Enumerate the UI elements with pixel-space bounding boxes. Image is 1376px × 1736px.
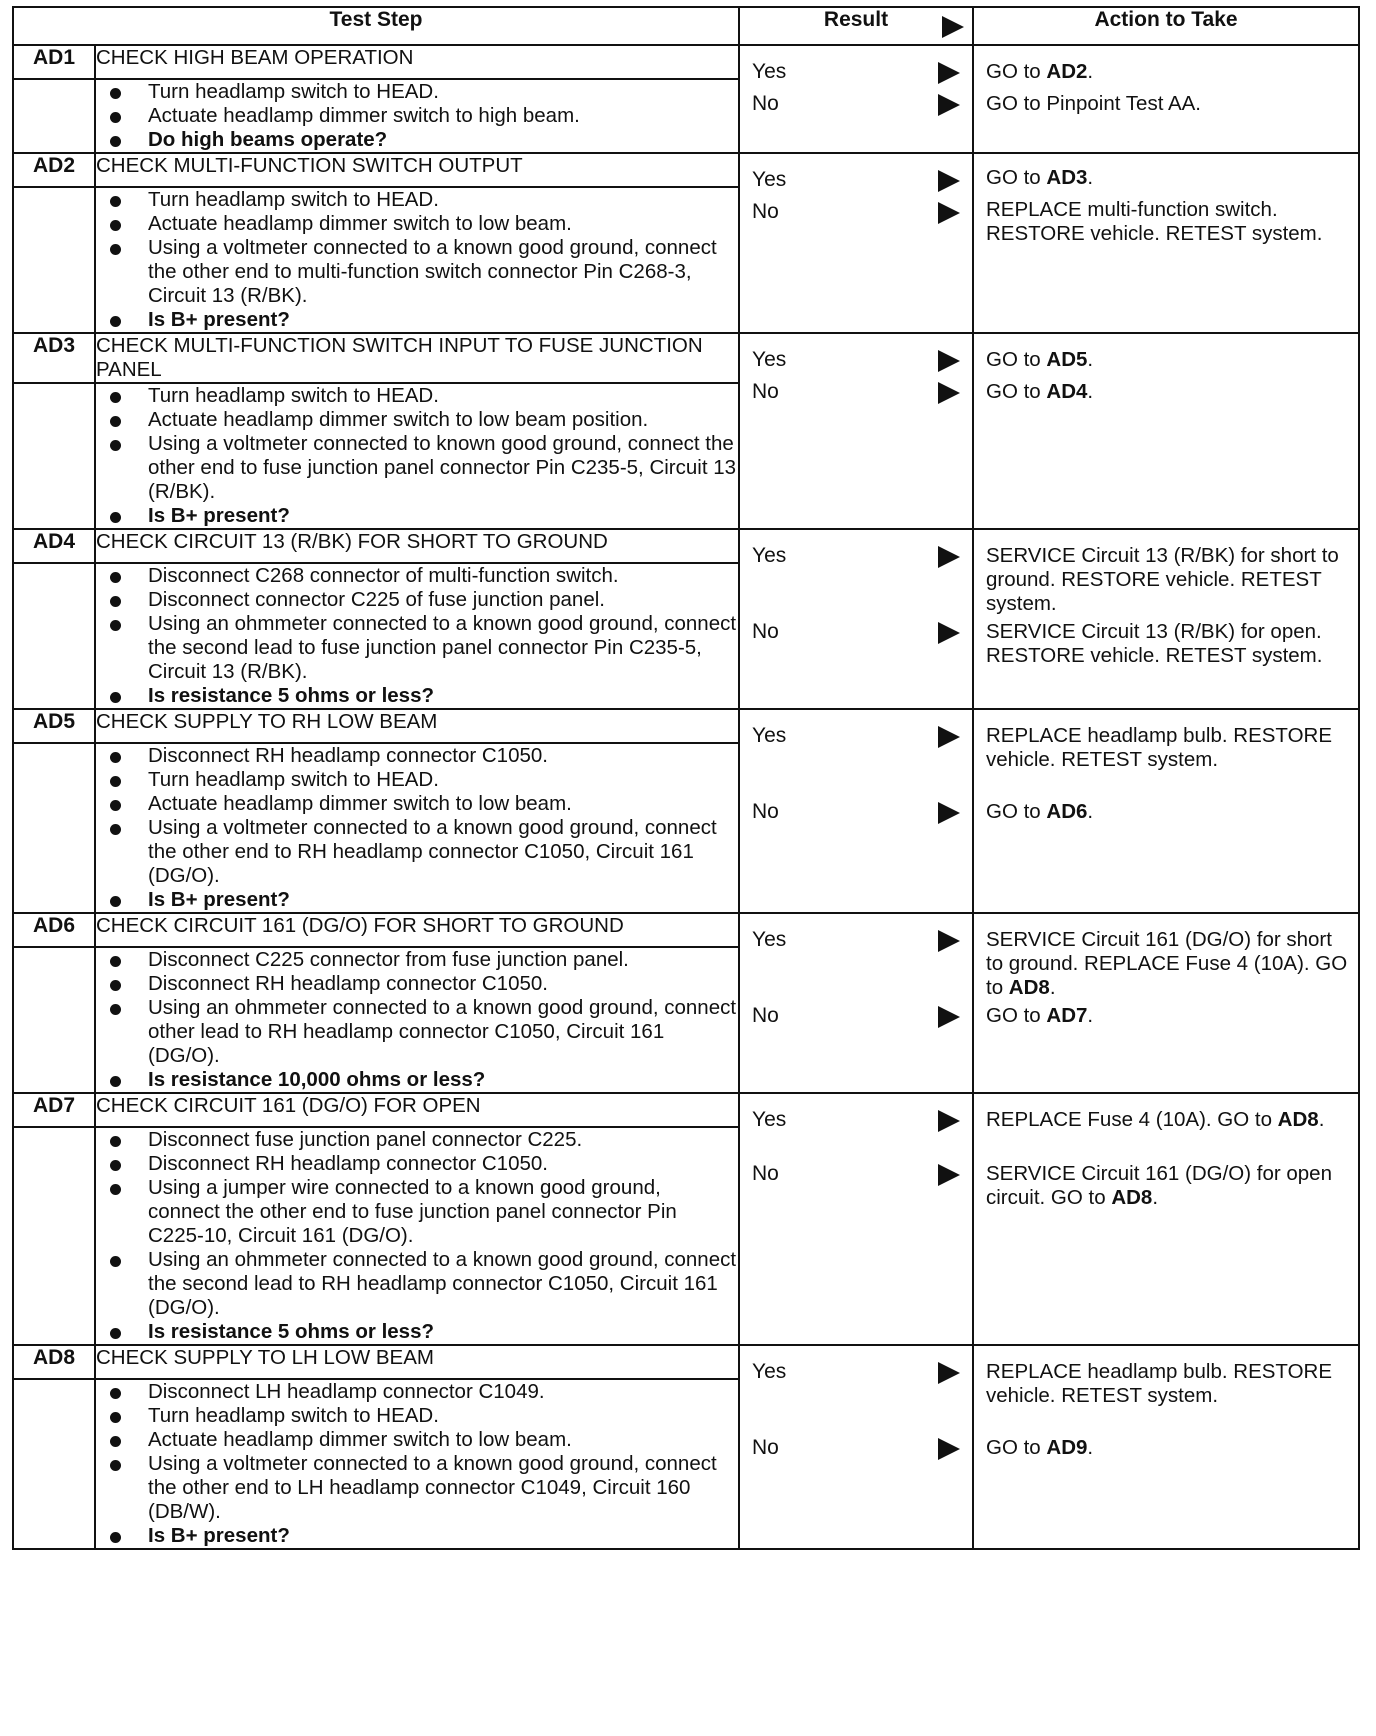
action-text: SERVICE Circuit 161 (DG/O) for short to ground. REPLACE Fuse 4 (10A). GO to	[986, 928, 1348, 999]
instruction-list	[96, 80, 738, 152]
diagnostic-sheet	[12, 6, 1358, 1550]
action-tail: .	[1087, 380, 1094, 403]
question-item: Is resistance 10,000 ohms or less?	[96, 1068, 738, 1092]
step-reference: AD9	[1046, 1436, 1088, 1459]
header-test-step: Test Step	[13, 7, 739, 45]
step-id: AD8	[13, 1345, 95, 1379]
action-no	[986, 1004, 1350, 1028]
arrow-right-icon	[938, 62, 960, 84]
step-title: CHECK CIRCUIT 161 (DG/O) FOR OPEN	[95, 1093, 739, 1127]
step-title: CHECK SUPPLY TO RH LOW BEAM	[95, 709, 739, 743]
result-yes	[752, 928, 786, 952]
action-text: REPLACE Fuse 4 (10A). GO to	[986, 1108, 1278, 1131]
action-no	[986, 1162, 1350, 1210]
action-cell	[973, 333, 1359, 529]
result-no	[752, 800, 779, 824]
action-cell	[973, 913, 1359, 1093]
result-yes	[752, 1108, 786, 1132]
arrow-right-icon	[938, 1110, 960, 1132]
instruction-item: Turn headlamp switch to HEAD.	[96, 80, 738, 104]
action-text: GO to	[986, 166, 1047, 189]
action-yes	[986, 1360, 1350, 1408]
step-reference: AD7	[1046, 1004, 1088, 1027]
instruction-item: Using an ohmmeter connected to a known good ground, connect other lead to RH headlamp connector C1050, Circuit 161 (DG/O).	[96, 996, 738, 1068]
result-label: Yes	[752, 348, 787, 371]
instruction-list	[96, 1380, 738, 1548]
instructions-cell	[95, 563, 739, 709]
instruction-item: Disconnect RH headlamp connector C1050.	[96, 744, 738, 768]
instruction-item: Turn headlamp switch to HEAD.	[96, 384, 738, 408]
step-reference: AD3	[1046, 166, 1088, 189]
instruction-item: Disconnect fuse junction panel connector C225.	[96, 1128, 738, 1152]
instruction-list	[96, 384, 738, 528]
result-label: Yes	[752, 724, 787, 747]
step-id: AD3	[13, 333, 95, 383]
step-title-row	[13, 45, 1359, 79]
action-yes	[986, 166, 1350, 190]
step-id: AD7	[13, 1093, 95, 1127]
action-yes	[986, 544, 1350, 616]
action-cell	[973, 1345, 1359, 1549]
step-title-row	[13, 1345, 1359, 1379]
action-tail: .	[1152, 1186, 1159, 1209]
instruction-list	[96, 564, 738, 708]
instruction-item: Using a voltmeter connected to known good ground, connect the other end to fuse junction panel connector Pin C235-5, Circuit 13 (R/BK).	[96, 432, 738, 504]
result-yes	[752, 168, 786, 192]
result-label: No	[752, 620, 779, 643]
action-no	[986, 92, 1350, 116]
header-action: Action to Take	[973, 7, 1359, 45]
action-text: GO to	[986, 348, 1047, 371]
step-title-row	[13, 709, 1359, 743]
instructions-cell	[95, 383, 739, 529]
arrow-right-icon	[938, 1438, 960, 1460]
action-tail: .	[1087, 60, 1094, 83]
step-id-spacer	[13, 563, 95, 709]
action-yes	[986, 928, 1350, 1000]
result-label: No	[752, 1436, 779, 1459]
step-reference: AD8	[1008, 976, 1050, 999]
step-title-row	[13, 153, 1359, 187]
instruction-item: Using a voltmeter connected to a known good ground, connect the other end to RH headlamp connector C1050, Circuit 161 (DG/O).	[96, 816, 738, 888]
action-text: GO to	[986, 800, 1047, 823]
action-text: SERVICE Circuit 13 (R/BK) for short to ground. RESTORE vehicle. RETEST system.	[986, 544, 1339, 615]
arrow-right-icon	[942, 16, 964, 38]
step-title-row	[13, 913, 1359, 947]
step-title: CHECK CIRCUIT 161 (DG/O) FOR SHORT TO GROUND	[95, 913, 739, 947]
arrow-right-icon	[938, 1362, 960, 1384]
result-label: Yes	[752, 928, 787, 951]
arrow-right-icon	[938, 94, 960, 116]
result-label: No	[752, 1004, 779, 1027]
action-no	[986, 800, 1350, 824]
result-no	[752, 380, 779, 404]
instructions-cell	[95, 79, 739, 153]
result-yes	[752, 348, 786, 372]
step-id: AD1	[13, 45, 95, 79]
instruction-list	[96, 948, 738, 1092]
arrow-right-icon	[938, 802, 960, 824]
question-item: Is B+ present?	[96, 888, 738, 912]
step-title-row	[13, 333, 1359, 383]
instruction-item: Disconnect connector C225 of fuse junction panel.	[96, 588, 738, 612]
action-tail: .	[1318, 1108, 1325, 1131]
action-text: REPLACE headlamp bulb. RESTORE vehicle. RETEST system.	[986, 724, 1333, 771]
step-id: AD5	[13, 709, 95, 743]
action-text: SERVICE Circuit 13 (R/BK) for open. RESTORE vehicle. RETEST system.	[986, 620, 1323, 667]
instruction-item: Actuate headlamp dimmer switch to low beam position.	[96, 408, 738, 432]
question-item: Is resistance 5 ohms or less?	[96, 1320, 738, 1344]
header-result-label: Result	[823, 8, 889, 31]
action-cell	[973, 45, 1359, 153]
arrow-right-icon	[938, 930, 960, 952]
instructions-cell	[95, 947, 739, 1093]
instruction-item: Disconnect C268 connector of multi-function switch.	[96, 564, 738, 588]
step-reference: AD5	[1046, 348, 1088, 371]
instruction-item: Actuate headlamp dimmer switch to low beam.	[96, 792, 738, 816]
action-text: GO to	[986, 60, 1047, 83]
result-no	[752, 1004, 779, 1028]
result-label: No	[752, 200, 779, 223]
pinpoint-test-table	[12, 6, 1360, 1550]
action-tail: .	[1049, 976, 1056, 999]
action-yes	[986, 724, 1350, 772]
instruction-list	[96, 188, 738, 332]
result-yes	[752, 1360, 786, 1384]
instruction-item: Disconnect RH headlamp connector C1050.	[96, 972, 738, 996]
arrow-right-icon	[938, 622, 960, 644]
result-label: Yes	[752, 544, 787, 567]
instruction-item: Actuate headlamp dimmer switch to low beam.	[96, 212, 738, 236]
result-yes	[752, 724, 786, 748]
action-no	[986, 1436, 1350, 1460]
result-yes	[752, 60, 786, 84]
instruction-list	[96, 1128, 738, 1344]
step-id-spacer	[13, 1127, 95, 1345]
instruction-item: Disconnect LH headlamp connector C1049.	[96, 1380, 738, 1404]
instruction-item: Disconnect C225 connector from fuse junction panel.	[96, 948, 738, 972]
step-reference: AD8	[1111, 1186, 1153, 1209]
result-cell	[739, 709, 973, 913]
action-tail: .	[1087, 166, 1094, 189]
action-text: GO to Pinpoint Test AA.	[986, 92, 1201, 115]
result-label: Yes	[752, 1108, 787, 1131]
step-reference: AD4	[1046, 380, 1088, 403]
action-yes	[986, 1108, 1350, 1132]
step-id-spacer	[13, 743, 95, 913]
action-text: GO to	[986, 1004, 1047, 1027]
result-no	[752, 1436, 779, 1460]
header-result	[739, 7, 973, 45]
action-text: SERVICE Circuit 161 (DG/O) for open circuit. GO to	[986, 1162, 1332, 1209]
instruction-item: Using a voltmeter connected to a known good ground, connect the other end to LH headlamp connector C1049, Circuit 160 (DB/W).	[96, 1452, 738, 1524]
instruction-item: Using a jumper wire connected to a known good ground, connect the other end to fuse junction panel connector Pin C225-10, Circuit 161 (DG/O).	[96, 1176, 738, 1248]
instruction-list	[96, 744, 738, 912]
step-title: CHECK HIGH BEAM OPERATION	[95, 45, 739, 79]
step-reference: AD2	[1046, 60, 1088, 83]
step-title: CHECK MULTI-FUNCTION SWITCH INPUT TO FUSE JUNCTION PANEL	[95, 333, 739, 383]
result-cell	[739, 333, 973, 529]
step-title: CHECK SUPPLY TO LH LOW BEAM	[95, 1345, 739, 1379]
action-text: REPLACE headlamp bulb. RESTORE vehicle. RETEST system.	[986, 1360, 1333, 1407]
step-reference: AD6	[1046, 800, 1088, 823]
instruction-item: Turn headlamp switch to HEAD.	[96, 768, 738, 792]
action-tail: .	[1087, 348, 1094, 371]
arrow-right-icon	[938, 350, 960, 372]
action-no	[986, 380, 1350, 404]
step-id-spacer	[13, 383, 95, 529]
result-cell	[739, 529, 973, 709]
question-item: Is B+ present?	[96, 308, 738, 332]
action-no	[986, 620, 1350, 668]
instructions-cell	[95, 1127, 739, 1345]
instruction-item: Turn headlamp switch to HEAD.	[96, 188, 738, 212]
instruction-item: Disconnect RH headlamp connector C1050.	[96, 1152, 738, 1176]
result-label: No	[752, 92, 779, 115]
instruction-item: Using an ohmmeter connected to a known good ground, connect the second lead to RH headlamp connector C1050, Circuit 161 (DG/O).	[96, 1248, 738, 1320]
step-title: CHECK CIRCUIT 13 (R/BK) FOR SHORT TO GROUND	[95, 529, 739, 563]
result-cell	[739, 1345, 973, 1549]
question-item: Is B+ present?	[96, 504, 738, 528]
action-yes	[986, 60, 1350, 84]
arrow-right-icon	[938, 546, 960, 568]
result-label: Yes	[752, 168, 787, 191]
instructions-cell	[95, 1379, 739, 1549]
result-label: Yes	[752, 1360, 787, 1383]
action-cell	[973, 153, 1359, 333]
question-item: Is resistance 5 ohms or less?	[96, 684, 738, 708]
step-id-spacer	[13, 947, 95, 1093]
action-cell	[973, 1093, 1359, 1345]
question-item: Do high beams operate?	[96, 128, 738, 152]
step-title-row	[13, 1093, 1359, 1127]
result-no	[752, 1162, 779, 1186]
instruction-item: Actuate headlamp dimmer switch to high beam.	[96, 104, 738, 128]
action-text: GO to	[986, 380, 1047, 403]
result-label: Yes	[752, 60, 787, 83]
result-cell	[739, 45, 973, 153]
result-no	[752, 92, 779, 116]
arrow-right-icon	[938, 1164, 960, 1186]
step-id: AD4	[13, 529, 95, 563]
result-no	[752, 620, 779, 644]
action-tail: .	[1087, 1004, 1094, 1027]
result-cell	[739, 153, 973, 333]
action-text: REPLACE multi-function switch. RESTORE vehicle. RETEST system.	[986, 198, 1323, 245]
result-label: No	[752, 380, 779, 403]
action-cell	[973, 709, 1359, 913]
instructions-cell	[95, 743, 739, 913]
arrow-right-icon	[938, 1006, 960, 1028]
result-no	[752, 200, 779, 224]
instruction-item: Using a voltmeter connected to a known good ground, connect the other end to multi-function switch connector Pin C268-3, Circuit 13 (R/BK).	[96, 236, 738, 308]
action-no	[986, 198, 1350, 246]
step-title-row	[13, 529, 1359, 563]
result-cell	[739, 913, 973, 1093]
question-item: Is B+ present?	[96, 1524, 738, 1548]
step-id-spacer	[13, 187, 95, 333]
instructions-cell	[95, 187, 739, 333]
step-id-spacer	[13, 1379, 95, 1549]
action-tail: .	[1087, 800, 1094, 823]
step-title: CHECK MULTI-FUNCTION SWITCH OUTPUT	[95, 153, 739, 187]
step-id: AD6	[13, 913, 95, 947]
action-yes	[986, 348, 1350, 372]
step-reference: AD8	[1277, 1108, 1319, 1131]
table-header-row	[13, 7, 1359, 45]
arrow-right-icon	[938, 202, 960, 224]
action-text: GO to	[986, 1436, 1047, 1459]
arrow-right-icon	[938, 170, 960, 192]
result-label: No	[752, 800, 779, 823]
arrow-right-icon	[938, 726, 960, 748]
result-label: No	[752, 1162, 779, 1185]
action-cell	[973, 529, 1359, 709]
action-tail: .	[1087, 1436, 1094, 1459]
result-yes	[752, 544, 786, 568]
instruction-item: Actuate headlamp dimmer switch to low beam.	[96, 1428, 738, 1452]
result-cell	[739, 1093, 973, 1345]
instruction-item: Using an ohmmeter connected to a known good ground, connect the second lead to fuse junction panel connector Pin C235-5, Circuit 13 (R/BK).	[96, 612, 738, 684]
instruction-item: Turn headlamp switch to HEAD.	[96, 1404, 738, 1428]
step-id: AD2	[13, 153, 95, 187]
step-id-spacer	[13, 79, 95, 153]
arrow-right-icon	[938, 382, 960, 404]
